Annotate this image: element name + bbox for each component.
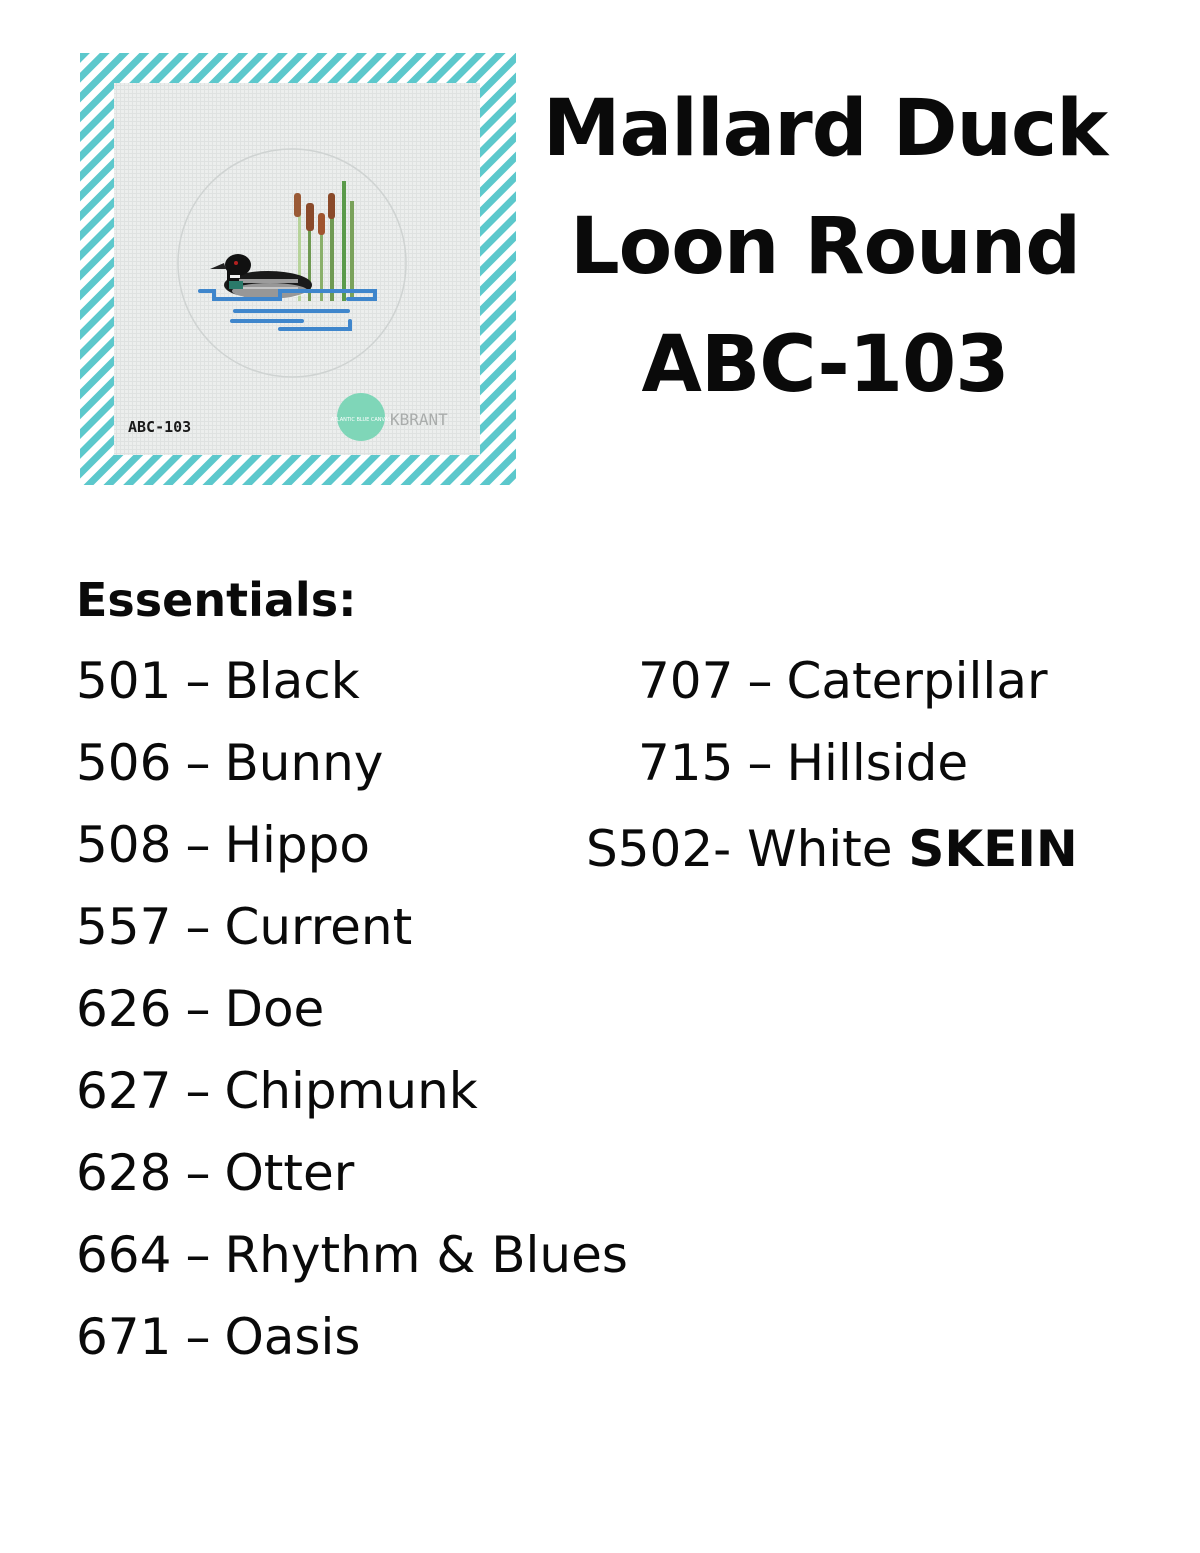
thread-code: 707 bbox=[638, 652, 734, 710]
canvas-mesh bbox=[114, 83, 480, 455]
thread-item bbox=[76, 886, 628, 968]
canvas-code-label: ABC-103 bbox=[128, 418, 192, 436]
thread-item bbox=[638, 640, 1048, 722]
thread-code: 506 bbox=[76, 734, 172, 792]
skein-tag: SKEIN bbox=[908, 820, 1078, 878]
thread-item bbox=[76, 804, 628, 886]
thread-separator: – bbox=[185, 734, 211, 792]
thread-separator: – bbox=[185, 1308, 211, 1366]
thread-name: Oasis bbox=[224, 1308, 361, 1366]
thread-item bbox=[76, 1050, 628, 1132]
thread-separator: – bbox=[747, 734, 773, 792]
thread-item bbox=[76, 1132, 628, 1214]
thread-name: Hippo bbox=[224, 816, 370, 874]
canvas-photo bbox=[80, 53, 516, 485]
brand-badge-text: ATLANTIC BLUE CANVAS bbox=[330, 417, 392, 423]
thread-item bbox=[76, 1214, 628, 1296]
essentials-heading: Essentials: bbox=[76, 573, 357, 627]
thread-item bbox=[76, 722, 628, 804]
title-line-2: Loon Round bbox=[569, 202, 1081, 292]
thread-separator: – bbox=[185, 1226, 211, 1284]
thread-name: Doe bbox=[224, 980, 325, 1038]
thread-list-column-2 bbox=[638, 640, 1048, 804]
thread-code: 628 bbox=[76, 1144, 172, 1202]
artist-mark: KBRANT bbox=[390, 410, 448, 429]
thread-name: Current bbox=[224, 898, 413, 956]
thread-item bbox=[76, 968, 628, 1050]
thread-code: 671 bbox=[76, 1308, 172, 1366]
thread-separator: – bbox=[185, 652, 211, 710]
product-title bbox=[520, 70, 1130, 424]
thread-separator: – bbox=[185, 898, 211, 956]
thread-code: 557 bbox=[76, 898, 172, 956]
thread-code: 626 bbox=[76, 980, 172, 1038]
thread-separator: – bbox=[185, 980, 211, 1038]
thread-item bbox=[76, 640, 628, 722]
title-line-3: ABC-103 bbox=[641, 320, 1009, 410]
thread-item bbox=[76, 1296, 628, 1378]
skein-code: S502- bbox=[586, 820, 732, 878]
thread-name: Bunny bbox=[224, 734, 384, 792]
thread-code: 627 bbox=[76, 1062, 172, 1120]
thread-code: 715 bbox=[638, 734, 734, 792]
thread-code: 501 bbox=[76, 652, 172, 710]
skein-entry bbox=[586, 808, 1078, 890]
thread-separator: – bbox=[185, 816, 211, 874]
thread-separator: – bbox=[185, 1062, 211, 1120]
thread-name: Chipmunk bbox=[224, 1062, 478, 1120]
thread-separator: – bbox=[747, 652, 773, 710]
thread-name: Hillside bbox=[786, 734, 969, 792]
thread-name: Caterpillar bbox=[786, 652, 1048, 710]
thread-code: 508 bbox=[76, 816, 172, 874]
thread-list-column-1 bbox=[76, 640, 628, 1378]
thread-separator: – bbox=[185, 1144, 211, 1202]
thread-item bbox=[638, 722, 1048, 804]
title-line-1: Mallard Duck bbox=[542, 84, 1108, 174]
thread-code: 664 bbox=[76, 1226, 172, 1284]
thread-name: Rhythm & Blues bbox=[224, 1226, 628, 1284]
thread-name: Black bbox=[224, 652, 360, 710]
thread-name: Otter bbox=[224, 1144, 355, 1202]
skein-name: White bbox=[747, 820, 893, 878]
canvas-illustration bbox=[80, 53, 516, 485]
